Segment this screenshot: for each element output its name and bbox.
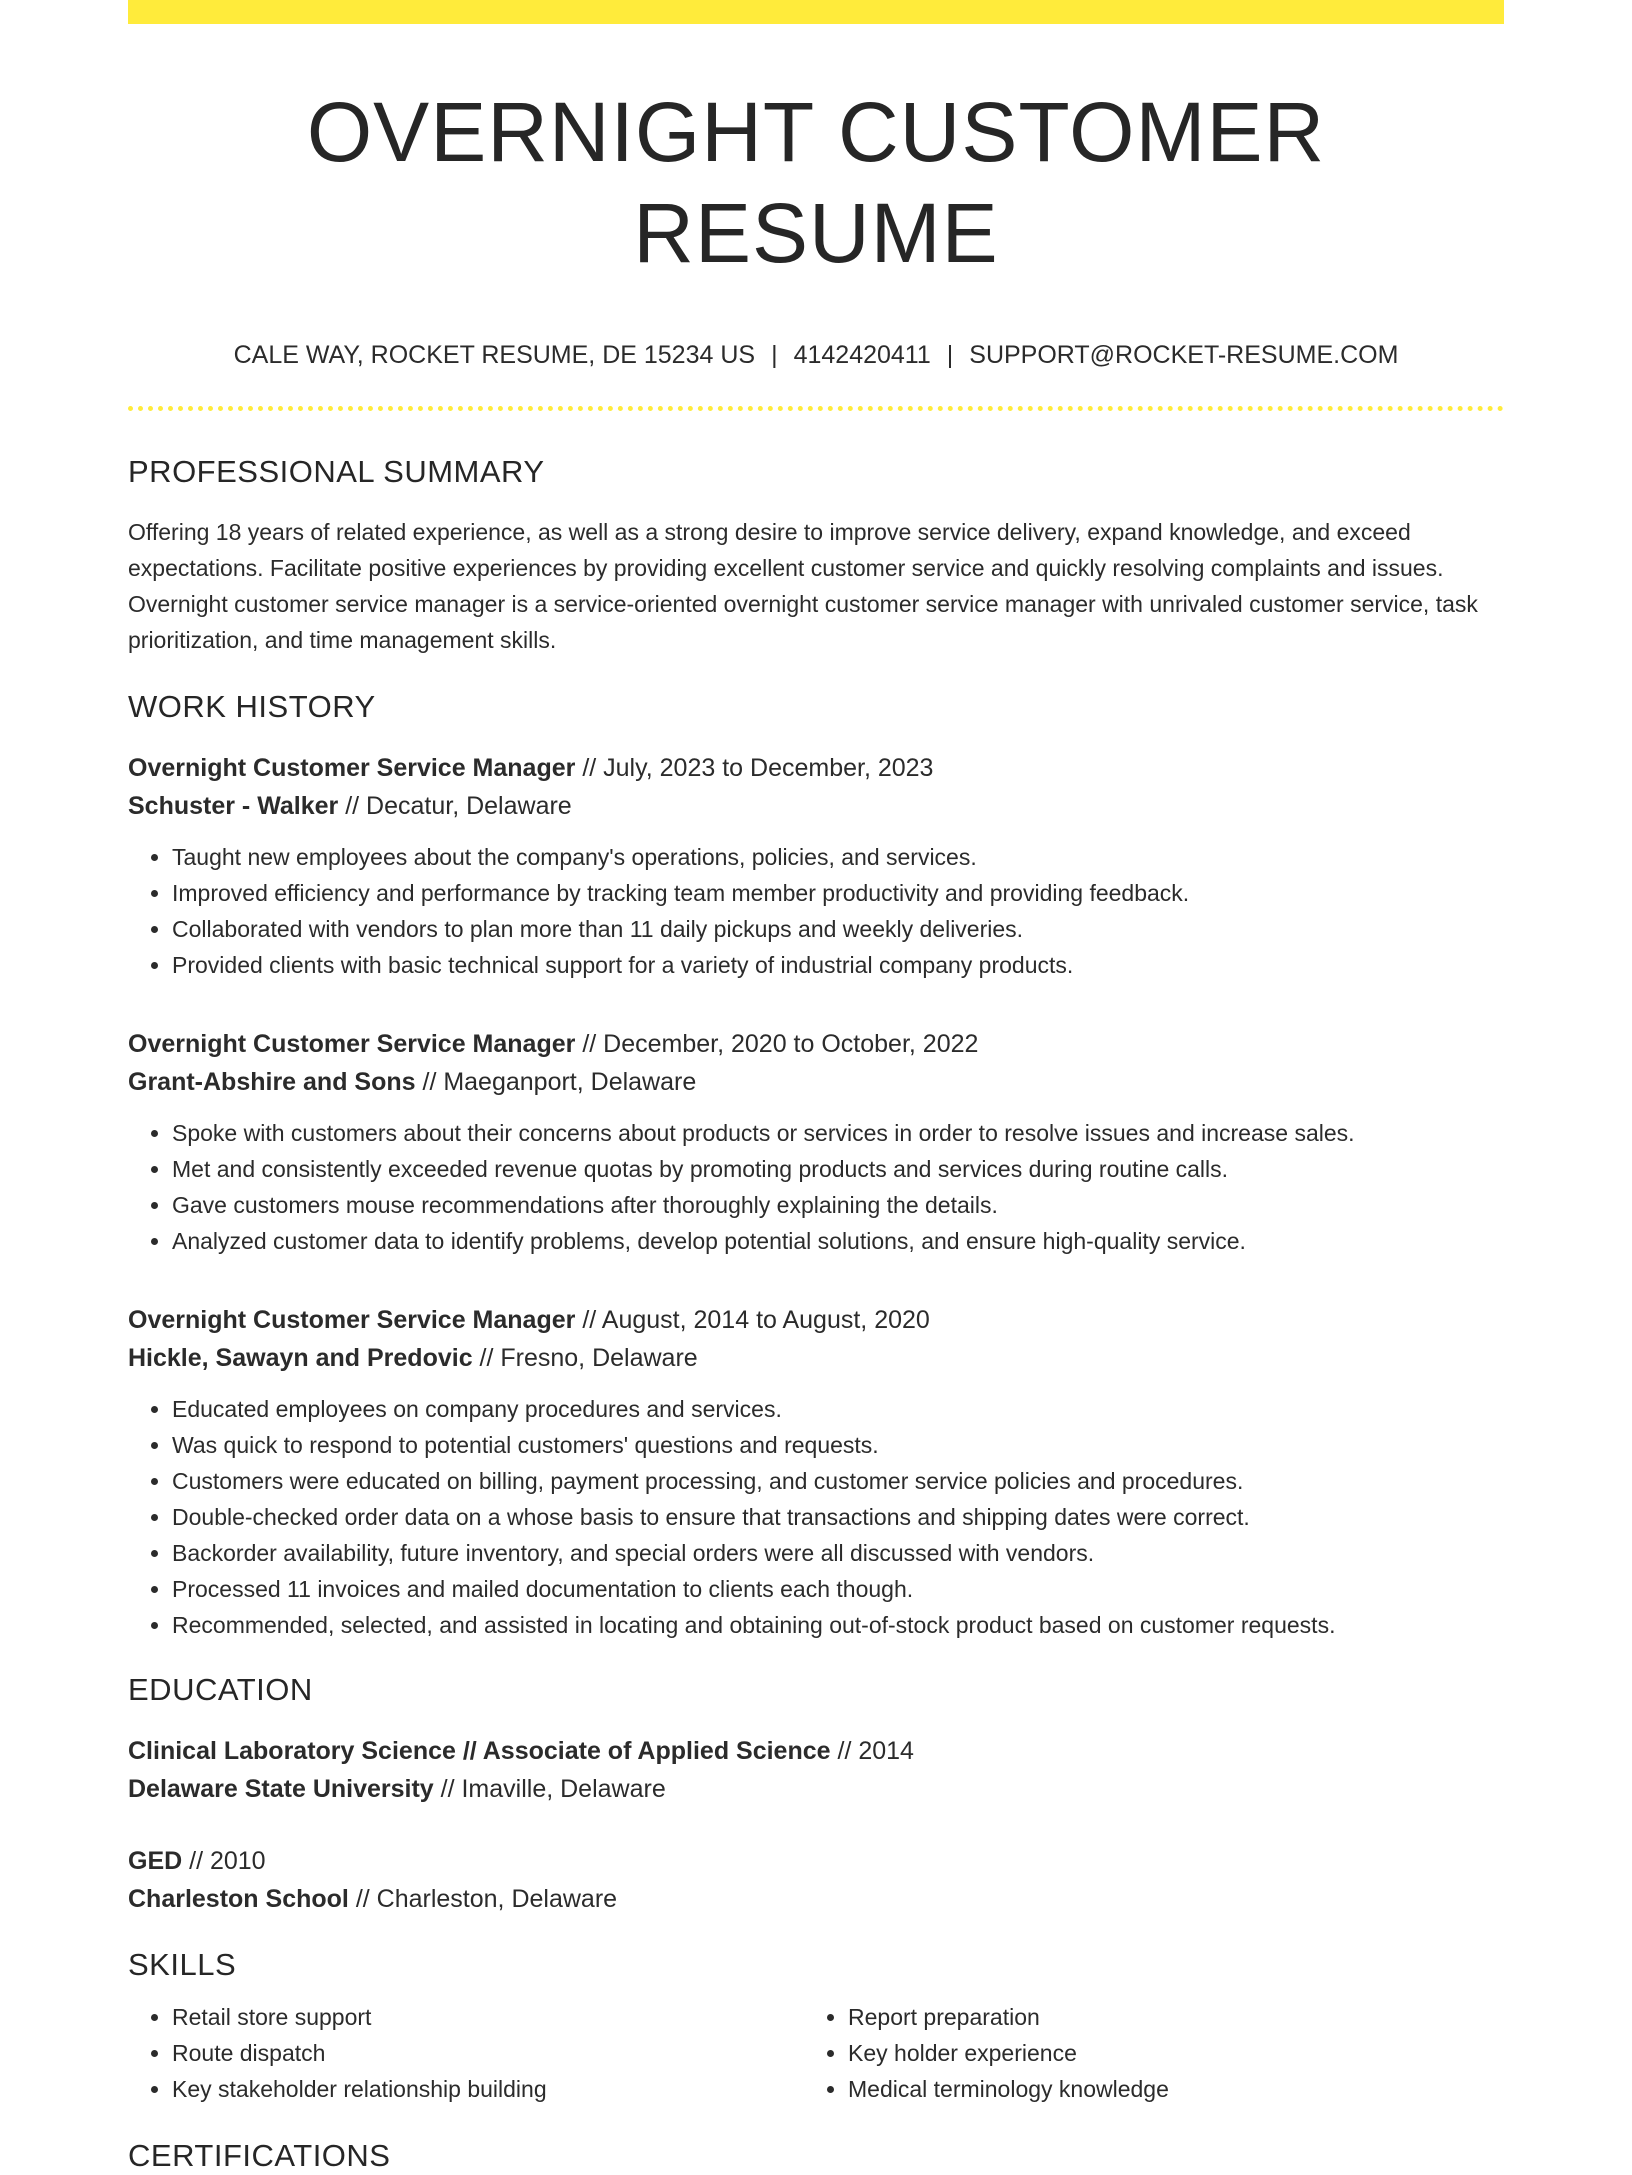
- list-item: • Spoke with customers about their concerns about products or services in order to resolve issues and increase sales.: [172, 1115, 1504, 1151]
- job-bullets: [128, 1115, 1504, 1259]
- job-location: // Maeganport, Delaware: [415, 1067, 697, 1096]
- job-location: // Decatur, Delaware: [338, 791, 572, 820]
- job-company: Hickle, Sawayn and Predovic: [128, 1343, 473, 1372]
- contact-line: [128, 340, 1504, 370]
- job-entry: [128, 749, 1504, 983]
- job-company-line: [128, 787, 1504, 825]
- job-role: Overnight Customer Service Manager: [128, 1029, 576, 1058]
- resume-page: [128, 0, 1504, 2175]
- job-company: Schuster - Walker: [128, 791, 339, 820]
- job-company-line: [128, 1063, 1504, 1101]
- education-entry: [128, 1732, 1504, 1808]
- list-item: • Educated employees on company procedures and services.: [172, 1391, 1504, 1427]
- education-degree: GED: [128, 1847, 183, 1876]
- summary-text: Offering 18 years of related experience, as well as a strong desire to improve service delivery, expand knowledge, and exceed expectations. Facilitate positive experiences by providing excellent customer service and quickly resolving complaints and issues. Overnight customer service manager is a service-oriented overnight customer service manager with unrivaled customer service, task prioritization, and time management skills.: [128, 518, 1478, 653]
- list-item: • Key stakeholder relationship building: [172, 2071, 804, 2107]
- education-school: Delaware State University: [128, 1775, 434, 1804]
- section-title-skills: SKILLS: [128, 1947, 237, 1983]
- section-title-summary: PROFESSIONAL SUMMARY: [128, 453, 545, 489]
- education-degree-line: [128, 1732, 1504, 1770]
- list-item: • Taught new employees about the company's operations, policies, and services.: [172, 839, 1504, 875]
- contact-address: CALE WAY, ROCKET RESUME, DE 15234 US: [233, 340, 756, 369]
- list-item: • Processed 11 invoices and mailed documentation to clients each though.: [172, 1571, 1504, 1607]
- skills-column-right: [804, 1999, 1480, 2107]
- job-entry: [128, 1025, 1504, 1259]
- job-dates: // December, 2020 to October, 2022: [575, 1029, 979, 1058]
- education-degree-line: [128, 1842, 1504, 1880]
- education-location: // Charleston, Delaware: [348, 1885, 618, 1914]
- list-item: • Report preparation: [848, 1999, 1480, 2035]
- resume-title: OVERNIGHT CUSTOMER RESUME: [306, 85, 1326, 280]
- contact-separator: |: [771, 340, 778, 369]
- list-item: • Double-checked order data on a whose basis to ensure that transactions and shipping dates were correct.: [172, 1499, 1504, 1535]
- education-school-line: [128, 1880, 1504, 1918]
- list-item: • Collaborated with vendors to plan more than 11 daily pickups and weekly deliveries.: [172, 911, 1504, 947]
- job-dates: // August, 2014 to August, 2020: [575, 1305, 930, 1334]
- education-school-line: [128, 1770, 1504, 1808]
- list-item: • Gave customers mouse recommendations after thoroughly explaining the details.: [172, 1187, 1504, 1223]
- list-item: • Recommended, selected, and assisted in locating and obtaining out-of-stock product based on customer requests.: [172, 1607, 1504, 1643]
- education-year: // 2010: [182, 1847, 266, 1876]
- contact-phone: 4142420411: [793, 340, 931, 369]
- contact-separator: |: [946, 340, 954, 369]
- list-item: • Was quick to respond to potential customers' questions and requests.: [172, 1427, 1504, 1463]
- list-item: • Analyzed customer data to identify problems, develop potential solutions, and ensure high-quality service.: [172, 1223, 1504, 1259]
- list-item: • Retail store support: [172, 1999, 804, 2035]
- education-school: Charleston School: [128, 1885, 349, 1914]
- job-location: // Fresno, Delaware: [472, 1343, 698, 1372]
- section-title-work-history: WORK HISTORY: [128, 688, 376, 724]
- job-bullets: [128, 1391, 1504, 1643]
- education-degree: Clinical Laboratory Science // Associate of Applied Science: [128, 1737, 831, 1766]
- job-role: Overnight Customer Service Manager: [128, 753, 576, 782]
- job-role: Overnight Customer Service Manager: [128, 1305, 576, 1334]
- list-item: • Route dispatch: [172, 2035, 804, 2071]
- education-location: // Imaville, Delaware: [433, 1775, 666, 1804]
- section-title-certifications: CERTIFICATIONS: [128, 2138, 391, 2174]
- job-bullets: [128, 839, 1504, 983]
- accent-top-bar: [128, 0, 1504, 24]
- contact-email: SUPPORT@ROCKET-RESUME.COM: [969, 340, 1399, 369]
- list-item: • Customers were educated on billing, payment processing, and customer service policies and procedures.: [172, 1463, 1504, 1499]
- list-item: • Backorder availability, future inventory, and special orders were all discussed with vendors.: [172, 1535, 1504, 1571]
- job-entry: [128, 1301, 1504, 1643]
- job-role-line: [128, 1301, 1504, 1339]
- dotted-divider: [128, 406, 1504, 411]
- skills-column-left: [128, 1999, 804, 2107]
- education-entry: [128, 1842, 1504, 1918]
- job-role-line: [128, 749, 1504, 787]
- job-dates: // July, 2023 to December, 2023: [575, 753, 934, 782]
- list-item: • Medical terminology knowledge: [848, 2071, 1480, 2107]
- list-item: • Improved efficiency and performance by tracking team member productivity and providing feedback.: [172, 875, 1504, 911]
- job-company-line: [128, 1339, 1504, 1377]
- skills-grid: [128, 1999, 1504, 2107]
- job-role-line: [128, 1025, 1504, 1063]
- job-company: Grant-Abshire and Sons: [128, 1067, 416, 1096]
- list-item: • Met and consistently exceeded revenue quotas by promoting products and services during routine calls.: [172, 1151, 1504, 1187]
- education-year: // 2014: [830, 1737, 914, 1766]
- list-item: • Provided clients with basic technical support for a variety of industrial company products.: [172, 947, 1504, 983]
- section-title-education: EDUCATION: [128, 1671, 313, 1707]
- list-item: • Key holder experience: [848, 2035, 1480, 2071]
